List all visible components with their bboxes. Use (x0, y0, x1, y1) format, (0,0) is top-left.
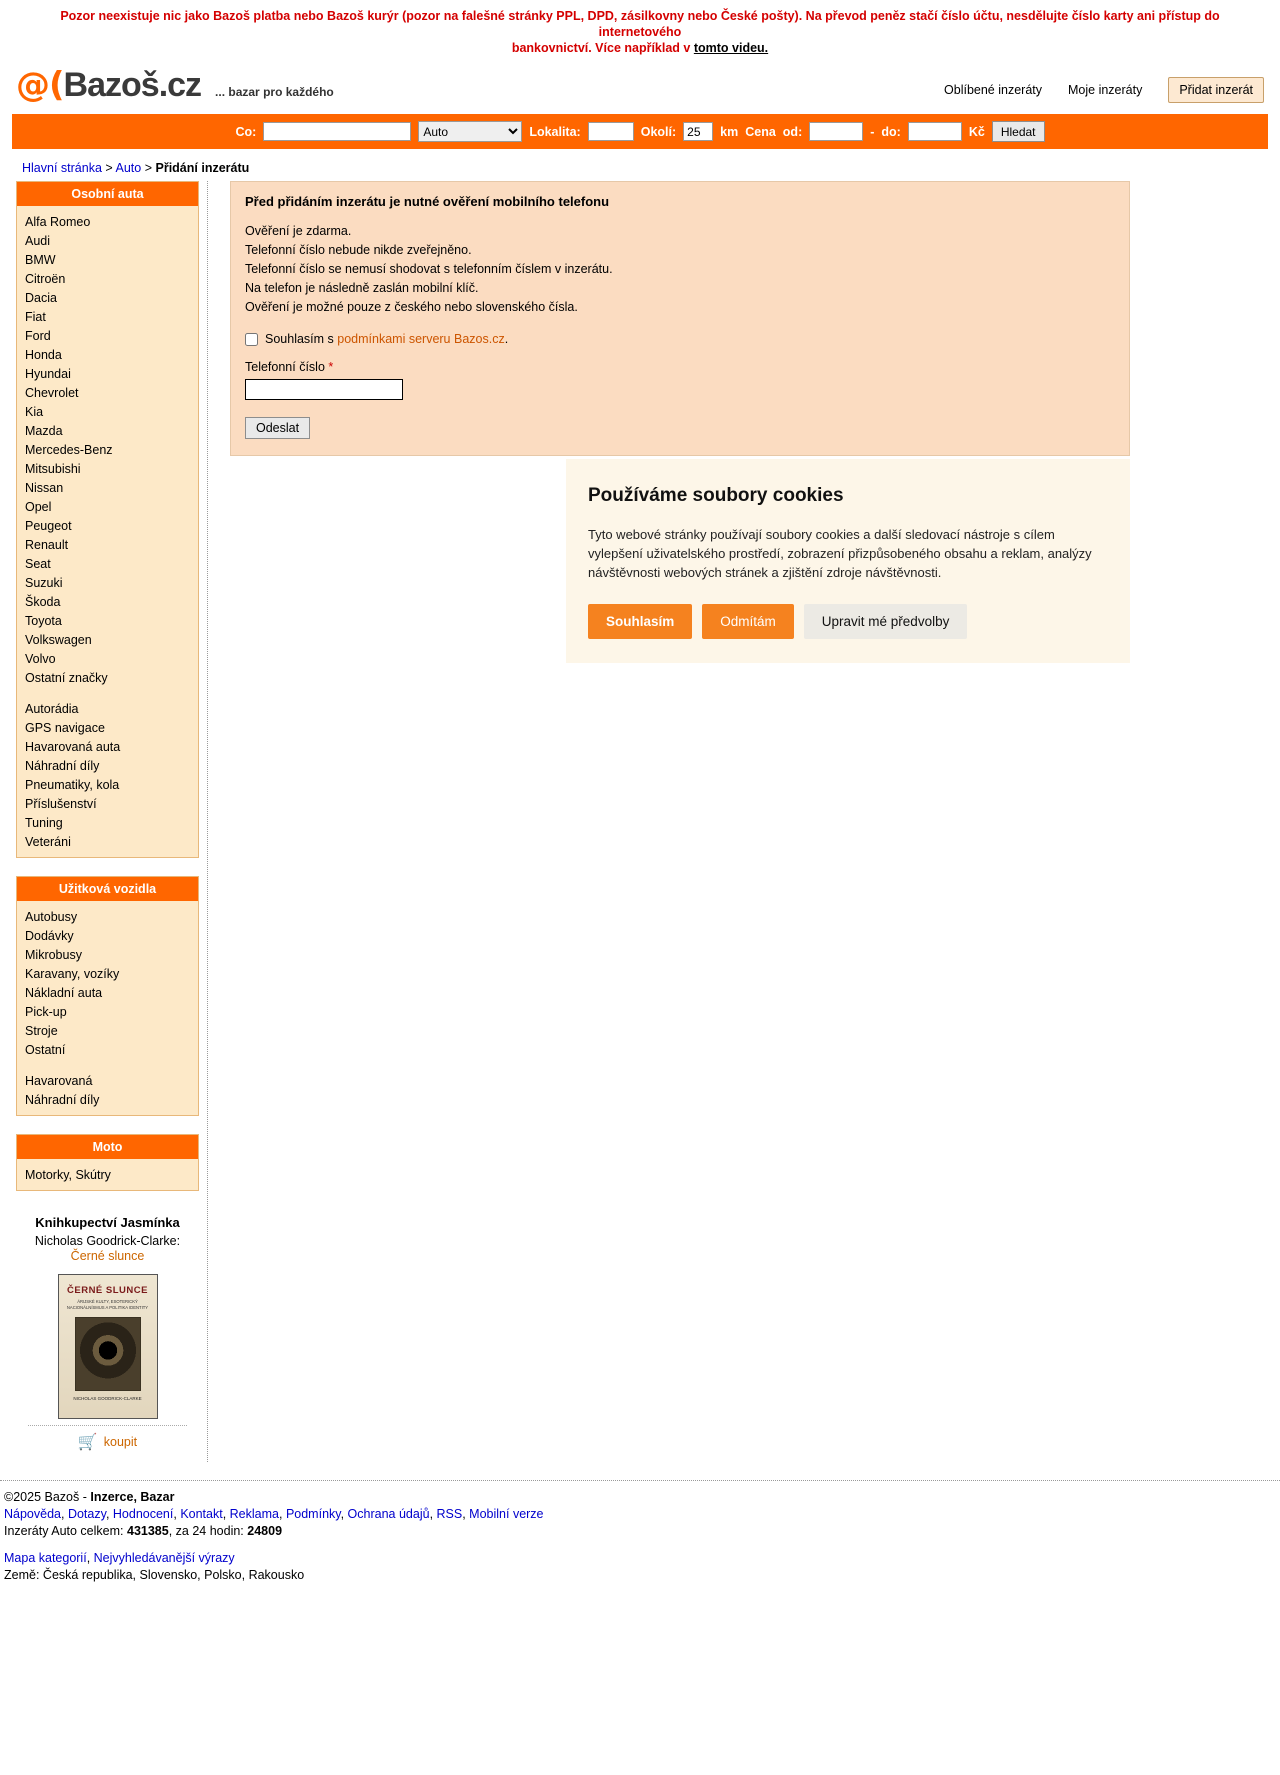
verification-heading: Před přidáním inzerátu je nutné ověření mobilního telefonu (245, 194, 610, 209)
price-to-input[interactable] (908, 122, 962, 141)
stats-total: 431385 (127, 1524, 169, 1538)
sidebar-item-mikrobusy[interactable]: Mikrobusy (25, 947, 82, 962)
footer-copyright-row (4, 1489, 1280, 1506)
category-header-uzitkova-vozidla: Užitková vozidla (17, 877, 198, 901)
promo-buy-link[interactable]: koupit (103, 1435, 138, 1449)
sidebar-item-bmw[interactable]: BMW (25, 252, 56, 267)
sidebar-item-stroje[interactable]: Stroje (25, 1023, 58, 1038)
sidebar-item-toyota[interactable]: Toyota (25, 613, 62, 628)
search-input[interactable] (263, 122, 411, 141)
category-box-uzitkova-vozidla (16, 876, 199, 1116)
main-content (208, 181, 1280, 456)
search-bar (12, 114, 1268, 149)
phone-verification-panel (230, 181, 1130, 456)
price-label: Cena (745, 124, 776, 139)
km-unit-label: km (720, 124, 739, 139)
sidebar-item-honda[interactable]: Honda (25, 347, 62, 362)
terms-link[interactable]: podmínkami serveru Bazos.cz (337, 332, 505, 346)
countries-list: Česká republika, Slovensko, Polsko, Rakousko (42, 1568, 305, 1582)
sidebar-item-karavany-voziky[interactable]: Karavany, vozíky (25, 966, 120, 981)
promo-buy-row (28, 1425, 187, 1452)
sidebar-item-dacia[interactable]: Dacia (25, 290, 57, 305)
sidebar-item-ostatni[interactable]: Ostatní (25, 1042, 66, 1057)
footer-spacer (4, 1540, 1280, 1550)
terms-checkbox[interactable] (245, 333, 258, 346)
submit-button[interactable]: Odeslat (245, 417, 310, 439)
sidebar-item-motorky-skutry[interactable]: Motorky, Skútry (25, 1167, 111, 1182)
warning-video-link[interactable]: tomto videu. (693, 41, 769, 55)
site-footer (0, 1480, 1280, 1604)
sidebar-item-alfa-romeo[interactable]: Alfa Romeo (25, 214, 91, 229)
verification-line-3: Telefonní číslo se nemusí shodovat s telefonním číslem v inzerátu. (245, 262, 613, 276)
sidebar-item-skoda[interactable]: Škoda (25, 594, 61, 609)
sidebar-item-mitsubishi[interactable]: Mitsubishi (25, 461, 81, 476)
verification-line-5: Ověření je možné pouze z českého nebo slovenského čísla. (245, 300, 578, 314)
site-logo[interactable] (16, 66, 201, 104)
promo-title: Knihkupectví Jasmínka (35, 1215, 180, 1230)
sidebar-item-citroen[interactable]: Citroën (25, 271, 66, 286)
radius-input[interactable] (683, 122, 713, 141)
cookie-title: Používáme soubory cookies (588, 485, 844, 506)
sidebar-item-ostatni-znacky[interactable]: Ostatní značky (25, 670, 108, 685)
category-select[interactable] (418, 121, 522, 142)
footer-link-rss[interactable]: RSS (436, 1507, 463, 1521)
footer-link-mapa-kategorii[interactable]: Mapa kategorií (4, 1551, 87, 1565)
logo-at-icon: @( (16, 65, 64, 105)
footer-link-hodnoceni[interactable]: Hodnocení (112, 1507, 174, 1521)
promo-author-name: Nicholas Goodrick-Clarke: (34, 1234, 181, 1248)
sidebar-item-prislusenstvi[interactable]: Příslušenství (25, 796, 97, 811)
cookie-text: Tyto webové stránky používají soubory cookies a další sledovací nástroje s cílem vylepšení uživatelského prostředí, zobrazení přizpůsobeného obsahu a reklam, analýzy návštěvnosti webových stránek a zjištění zdroje návštěvnosti. (588, 527, 1092, 580)
promo-book-link[interactable]: Černé slunce (70, 1249, 145, 1263)
cookie-buttons (588, 604, 1108, 639)
sidebar-item-autoradia[interactable]: Autorádia (25, 701, 79, 716)
breadcrumb-current: Přidání inzerátu (155, 161, 250, 175)
footer-link-nejvyhledavanejsi[interactable]: Nejvyhledávanější výrazy (93, 1551, 235, 1565)
cookie-reject-button[interactable]: Odmítám (702, 604, 794, 639)
breadcrumb (0, 149, 1280, 181)
sidebar-item-pneumatiky-kola[interactable]: Pneumatiky, kola (25, 777, 120, 792)
book-cover-subtitle: ÁRIJSKÉ KULTY, ESOTERICKÝ NACIONÁLNÍSMUS A POLITIKA IDENTITY (66, 1299, 149, 1310)
sidebar-item-volkswagen[interactable]: Volkswagen (25, 632, 92, 647)
breadcrumb-category[interactable]: Auto (115, 161, 142, 175)
sidebar-divider-2 (17, 1059, 198, 1071)
category-header-osobni-auta: Osobní auta (17, 182, 198, 206)
site-header (0, 62, 1280, 114)
favorites-link[interactable]: Oblíbené inzeráty (944, 83, 1042, 97)
terms-period: . (504, 332, 509, 346)
category-list-moto (17, 1159, 198, 1190)
price-to-label: do: (881, 124, 901, 139)
search-what-label: Co: (235, 124, 257, 139)
verification-line-1: Ověření je zdarma. (245, 224, 352, 238)
category-header-moto: Moto (17, 1135, 198, 1159)
cookie-consent-dialog (566, 459, 1130, 663)
header-nav (944, 77, 1264, 103)
sidebar-item-havarovana-auta[interactable]: Havarovaná auta (25, 739, 121, 754)
terms-text: Souhlasím s (265, 332, 338, 346)
radius-label: Okolí: (640, 124, 677, 139)
book-cover-author: NICHOLAS GOODRICK-CLARKE (73, 1396, 142, 1401)
verification-line-2: Telefonní číslo nebude nikde zveřejněno. (245, 243, 472, 257)
required-asterisk: * (328, 360, 334, 374)
cart-icon: 🛒 (77, 1434, 98, 1451)
price-from-input[interactable] (809, 122, 863, 141)
search-button[interactable]: Hledat (992, 121, 1045, 142)
footer-dash: - (82, 1490, 87, 1504)
sidebar-item-ford[interactable]: Ford (25, 328, 51, 343)
footer-link-mobilni-verze[interactable]: Mobilní verze (469, 1507, 544, 1521)
breadcrumb-sep-1: > (105, 161, 113, 175)
footer-link-reklama[interactable]: Reklama (229, 1507, 279, 1521)
sidebar-divider (17, 687, 198, 699)
book-cover-art (75, 1317, 141, 1391)
footer-link-ochrana-udaju[interactable]: Ochrana údajů (347, 1507, 430, 1521)
footer-link-napoveda[interactable]: Nápověda (4, 1507, 61, 1521)
sidebar-item-opel[interactable]: Opel (25, 499, 52, 514)
stats-prefix: Inzeráty Auto celkem: (4, 1524, 124, 1538)
breadcrumb-sep-2: > (144, 161, 153, 175)
sidebar-item-peugeot[interactable]: Peugeot (25, 518, 72, 533)
sidebar-item-nahradni-dily[interactable]: Náhradní díly (25, 758, 100, 773)
promo-book-cover[interactable] (58, 1274, 158, 1419)
sidebar-item-mazda[interactable]: Mazda (25, 423, 63, 438)
sidebar-item-autobusy[interactable]: Autobusy (25, 909, 78, 924)
stats-mid: , za 24 hodin: (168, 1524, 244, 1538)
sidebar-item-veterani[interactable]: Veteráni (25, 834, 71, 849)
footer-copyright: ©2025 Bazoš (4, 1490, 80, 1504)
sidebar-item-seat[interactable]: Seat (25, 556, 51, 571)
sidebar (16, 181, 208, 1462)
footer-link-podminky[interactable]: Podmínky (285, 1507, 341, 1521)
cookie-accept-button[interactable]: Souhlasím (588, 604, 692, 639)
footer-inzerce: Inzerce, Bazar (90, 1490, 175, 1504)
footer-links2-row: Mapa kategorií, Nejvyhledávanější výrazy (4, 1551, 235, 1565)
locality-input[interactable] (588, 122, 634, 141)
add-ad-button[interactable]: Přidat inzerát (1168, 77, 1264, 103)
verification-line-4: Na telefon je následně zaslán mobilní klíč. (245, 281, 479, 295)
sidebar-item-dodavky[interactable]: Dodávky (25, 928, 74, 943)
warning-line-1: Pozor neexistuje nic jako Bazoš platba nebo Bazoš kurýr (pozor na falešné stránky PPL, DPD, zásilkovny nebo České pošty). Na převod peněz stačí číslo účtu, nesdělujte číslo karty ani přístup do internetového (60, 9, 1220, 39)
phone-label-text: Telefonní číslo (245, 360, 325, 374)
sidebar-item-havarovana[interactable]: Havarovaná (25, 1073, 93, 1088)
footer-links-row: Nápověda, Dotazy, Hodnocení, Kontakt, Reklama, Podmínky, Ochrana údajů, RSS, Mobilní verze (4, 1507, 544, 1521)
sidebar-item-mercedes-benz[interactable]: Mercedes-Benz (25, 442, 113, 457)
sidebar-item-suzuki[interactable]: Suzuki (25, 575, 63, 590)
sidebar-item-audi[interactable]: Audi (25, 233, 51, 248)
sidebar-item-nissan[interactable]: Nissan (25, 480, 64, 495)
promo-author (20, 1234, 195, 1264)
category-list-osobni-auta (17, 206, 198, 857)
my-ads-link[interactable]: Moje inzeráty (1068, 83, 1143, 97)
price-dash: - (870, 124, 875, 139)
phone-field-label (245, 360, 1115, 374)
terms-label (265, 332, 508, 346)
countries-label: Země: (4, 1568, 40, 1582)
cookie-preferences-button[interactable]: Upravit mé předvolby (804, 604, 968, 639)
phone-input[interactable] (245, 379, 403, 400)
footer-link-kontakt[interactable]: Kontakt (180, 1507, 223, 1521)
sidebar-promo (16, 1209, 199, 1462)
category-list-uzitkova-vozidla (17, 901, 198, 1115)
sidebar-item-pick-up[interactable]: Pick-up (25, 1004, 67, 1019)
logo-text: Bazoš.cz (63, 66, 202, 104)
stats-day: 24809 (247, 1524, 283, 1538)
locality-label: Lokalita: (529, 124, 581, 139)
breadcrumb-home[interactable]: Hlavní stránka (22, 161, 102, 175)
footer-link-dotazy[interactable]: Dotazy (67, 1507, 106, 1521)
sidebar-item-renault[interactable]: Renault (25, 537, 69, 552)
sidebar-item-kia[interactable]: Kia (25, 404, 44, 419)
footer-countries-row (4, 1567, 1280, 1584)
warning-line-2: bankovnictví. Více například v (511, 41, 694, 55)
fraud-warning-banner (0, 0, 1280, 62)
sidebar-item-gps-navigace[interactable]: GPS navigace (25, 720, 105, 735)
sidebar-item-chevrolet[interactable]: Chevrolet (25, 385, 79, 400)
footer-stats-row (4, 1523, 1280, 1540)
sidebar-item-nakladni-auta[interactable]: Nákladní auta (25, 985, 103, 1000)
sidebar-item-tuning[interactable]: Tuning (25, 815, 63, 830)
sidebar-item-volvo[interactable]: Volvo (25, 651, 56, 666)
terms-agreement-row (245, 332, 1115, 346)
site-tagline: ... bazar pro každého (215, 85, 334, 99)
category-box-osobni-auta (16, 181, 199, 858)
sidebar-item-hyundai[interactable]: Hyundai (25, 366, 71, 381)
book-cover-title: ČERNÉ SLUNCE (67, 1285, 148, 1296)
category-box-moto (16, 1134, 199, 1191)
currency-label: Kč (968, 124, 985, 139)
sidebar-item-fiat[interactable]: Fiat (25, 309, 46, 324)
price-from-label: od: (782, 124, 803, 139)
sidebar-item-nahradni-dily-uzitkova[interactable]: Náhradní díly (25, 1092, 100, 1107)
